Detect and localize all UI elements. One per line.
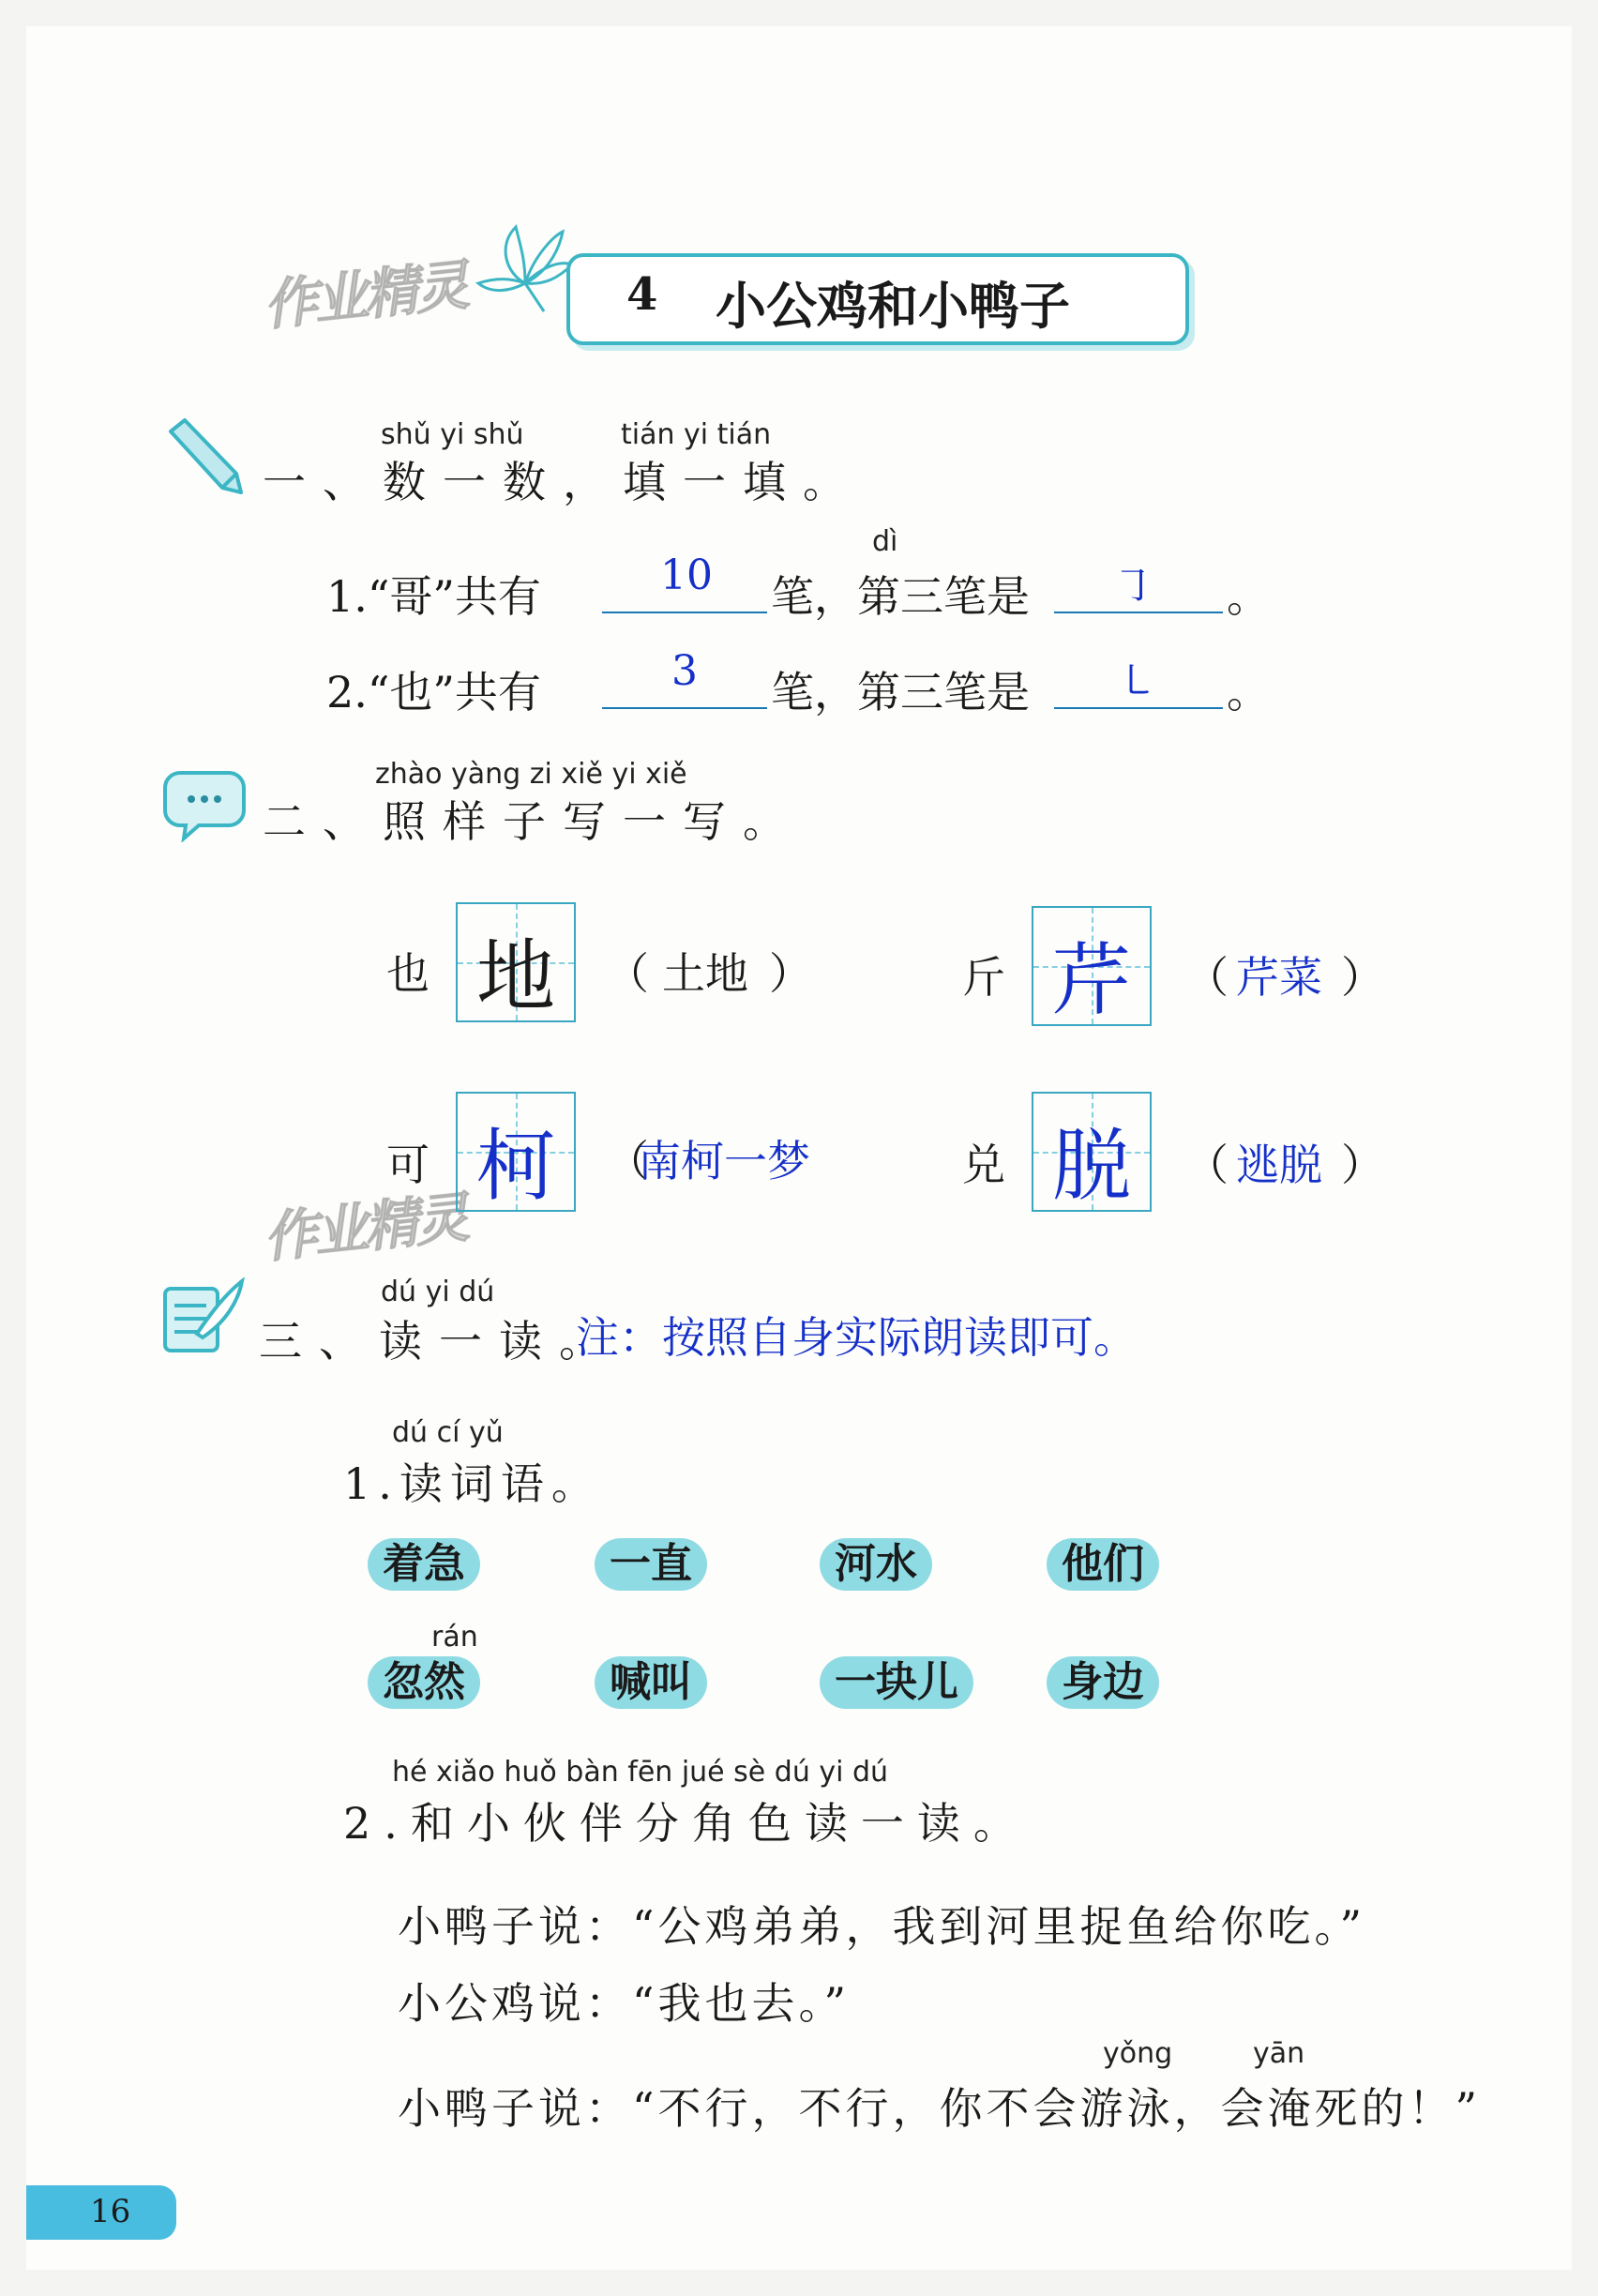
dialog-line-2: 小公鸡说：“我也去。” <box>398 1978 851 2029</box>
word-pill-yizhi: 一直 <box>595 1538 707 1591</box>
word-4: 逃脱 <box>1236 1140 1322 1190</box>
sub1-pinyin: dú cí yǔ <box>392 1416 504 1449</box>
q2-mid: 笔，第三笔是 <box>771 667 1030 718</box>
section2-heading: 二、照样子写一写。 <box>263 796 803 847</box>
notebook-quill-icon <box>159 1276 246 1360</box>
word-pill-shenbian: 身边 <box>1047 1656 1159 1709</box>
base-char-1: 也 <box>386 948 430 999</box>
base-char-3: 可 <box>386 1140 430 1190</box>
word-close-4: ） <box>1341 1140 1384 1190</box>
section1-heading: 一、数一数，填一填。 <box>263 457 863 507</box>
word-pill-huran: 忽然 <box>368 1656 480 1709</box>
q1-stroke-blank <box>1054 612 1223 613</box>
word-close-1: ） <box>769 948 812 999</box>
ran-pinyin: rán <box>431 1621 478 1654</box>
word-2: 芹菜 <box>1236 952 1322 1003</box>
word-3: 南柯一梦 <box>638 1136 810 1186</box>
page-number-tab <box>26 2185 176 2240</box>
q2-blank <box>602 707 767 709</box>
word-pill-hanjiao: 喊叫 <box>595 1656 707 1709</box>
writing-box-3 <box>456 1092 576 1212</box>
lesson-title-box <box>566 253 1189 345</box>
q1-stroke-answer: ㇆ <box>1112 562 1153 610</box>
watermark-top: 作业精灵 <box>260 252 469 339</box>
sub2-pinyin: hé xiǎo huǒ bàn fēn jué sè dú yi dú <box>392 1756 889 1789</box>
section2-pinyin: zhào yàng zi xiě yi xiě <box>375 758 687 791</box>
speech-bubble-icon <box>161 767 248 842</box>
lesson-title: 小公鸡和小鸭子 <box>716 277 1070 336</box>
lesson-number: 4 <box>626 268 658 321</box>
sub1-label: 1.读词语。 <box>343 1458 602 1509</box>
section1-pinyin-right: tián yi tián <box>621 418 772 451</box>
section3-note: 注：按照自身实际朗读即可。 <box>576 1312 1137 1363</box>
q1-prefix: 1.“哥”共有 <box>326 571 541 622</box>
written-char-3: 柯 <box>475 1120 555 1212</box>
word-close-2: ） <box>1341 952 1384 1003</box>
word-pill-zhaoji: 着急 <box>368 1538 480 1591</box>
written-char-1: 地 <box>475 930 555 1022</box>
page-number: 16 <box>90 2193 131 2230</box>
dialog-line-3: 小鸭子说：“不行，不行，你不会游泳，会淹死的！” <box>398 2083 1482 2134</box>
yan-pinyin: yān <box>1253 2037 1305 2070</box>
q2-prefix: 2.“也”共有 <box>326 667 541 718</box>
q2-end: 。 <box>1227 667 1270 718</box>
q2-stroke-blank <box>1054 707 1223 709</box>
word-open-2: （ <box>1185 952 1229 1003</box>
flower-icon <box>469 218 581 321</box>
word-open-4: （ <box>1185 1140 1229 1190</box>
q1-answer: 10 <box>660 551 713 599</box>
writing-box-2 <box>1032 906 1152 1026</box>
yong-pinyin: yǒng <box>1103 2037 1173 2070</box>
watermark-middle: 作业精灵 <box>260 1185 469 1271</box>
section3-heading: 三、读一读。 <box>259 1316 619 1367</box>
section1-pinyin-left: shǔ yi shǔ <box>381 418 524 451</box>
sub2-label: 2.和小伙伴分角色读一读。 <box>343 1798 1030 1849</box>
q2-answer: 3 <box>671 647 698 695</box>
q1-blank <box>602 612 767 613</box>
pencil-icon <box>161 413 246 497</box>
written-char-2: 芹 <box>1051 934 1131 1026</box>
word-open-3: （ <box>606 1136 649 1186</box>
di-pinyin: dì <box>872 525 898 558</box>
word-pill-yikuair: 一块儿 <box>820 1656 973 1709</box>
writing-box-4 <box>1032 1092 1152 1212</box>
written-char-4: 脱 <box>1051 1120 1131 1212</box>
word-pill-tamen: 他们 <box>1047 1538 1159 1591</box>
writing-box-1 <box>456 902 576 1022</box>
q2-stroke-answer: ㇄ <box>1116 657 1157 705</box>
word-open-1: （ <box>606 948 649 999</box>
section3-pinyin: dú yi dú <box>381 1276 495 1308</box>
dialog-line-1: 小鸭子说：“公鸡弟弟，我到河里捉鱼给你吃。” <box>398 1901 1366 1952</box>
q1-mid: 笔，第三笔是 <box>771 571 1030 622</box>
base-char-2: 斤 <box>962 952 1005 1003</box>
q1-end: 。 <box>1227 571 1270 622</box>
word-pill-heshui: 河水 <box>820 1538 932 1591</box>
base-char-4: 兑 <box>962 1140 1005 1190</box>
word-1: 土地 <box>662 948 748 999</box>
